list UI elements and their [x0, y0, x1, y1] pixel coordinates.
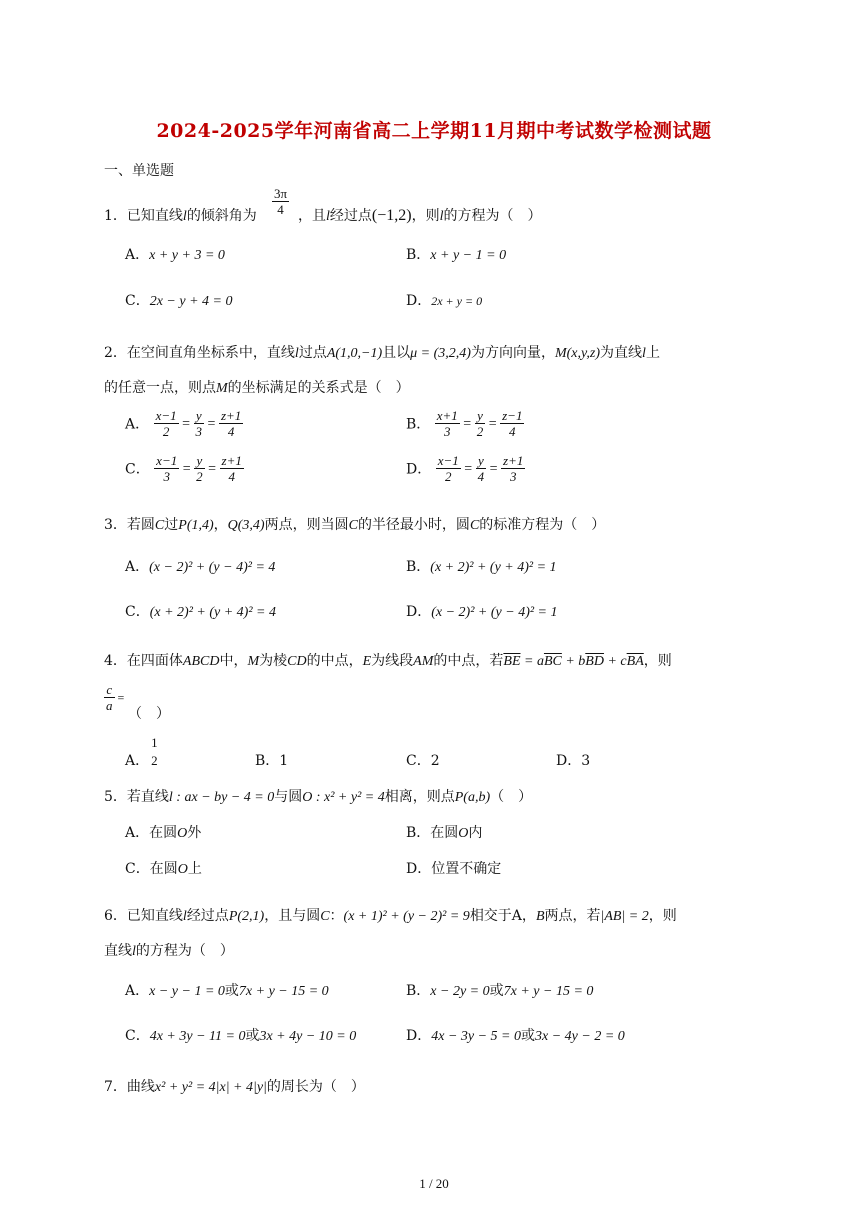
question-3-stem: [104, 514, 605, 534]
question-3-option-d[interactable]: [406, 601, 558, 621]
text-fragment: + b: [561, 654, 586, 669]
text-fragment: ，则: [648, 908, 677, 924]
question-2-stem: [104, 342, 660, 362]
text-fragment: 或: [489, 983, 504, 999]
text-fragment: 2x − y + 4 = 0: [149, 294, 233, 309]
text-fragment: 3: [444, 424, 451, 439]
text-fragment: 2: [430, 753, 440, 769]
text-fragment: D．: [406, 604, 432, 620]
text-fragment: 4．在四面体: [104, 653, 183, 669]
text-fragment: B．: [406, 983, 431, 999]
text-fragment: 1．已知直线: [104, 208, 183, 224]
question-1-angle: [272, 186, 289, 217]
fraction: [154, 408, 179, 439]
text-fragment: A．: [125, 983, 150, 999]
text-fragment: O: [177, 862, 188, 877]
text-fragment: z+1: [221, 453, 242, 468]
text-fragment: 2: [444, 469, 452, 484]
text-fragment: 4: [227, 424, 235, 439]
question-5-stem: [104, 786, 532, 806]
text-fragment: C: [320, 909, 330, 924]
text-fragment: (x + 1)² + (y − 2)² = 9: [343, 909, 470, 924]
text-fragment: $\overline{BE}$: [503, 654, 521, 669]
text-fragment: (x − 2)² + (y − 4)² = 4: [149, 560, 276, 575]
text-fragment: O: [177, 826, 188, 841]
text-fragment: 2: [151, 753, 158, 768]
fraction: [272, 186, 289, 217]
text-fragment: y: [194, 408, 205, 424]
text-fragment: 的坐标满足的关系式是（ ）: [227, 380, 410, 396]
text-fragment: ，则: [643, 653, 672, 669]
section-heading: 一、单选题: [104, 163, 174, 179]
text-fragment: Q(3,4): [227, 518, 265, 533]
fraction: [219, 408, 243, 439]
text-fragment: 经过点: [186, 908, 229, 924]
question-6-option-c[interactable]: [125, 1025, 356, 1045]
text-fragment: ，且: [298, 208, 326, 224]
text-fragment: C．: [125, 461, 150, 478]
question-4-option-d[interactable]: [556, 750, 590, 770]
question-1-stem: [104, 205, 257, 225]
text-fragment: A(1,0,−1): [326, 346, 383, 361]
question-4-ratio: [104, 682, 124, 713]
question-4-paren: （ ）: [128, 706, 170, 722]
text-fragment: 经过点: [329, 208, 372, 224]
text-fragment: x + y + 3 = 0: [149, 248, 225, 263]
page-number: 1 / 20: [419, 1176, 449, 1191]
text-fragment: 4: [277, 202, 284, 217]
text-fragment: 位置不确定: [431, 861, 502, 877]
text-fragment: l: [326, 209, 330, 224]
text-fragment: 为棱: [259, 653, 288, 669]
question-2-option-b[interactable]: B． $\frac{x+1}{3}$ = $\frac{y}{2}$ = $\frac{z-1}{4}$: [406, 408, 523, 439]
question-1-option-d[interactable]: [406, 290, 482, 310]
text-fragment: ，且与圆: [264, 908, 321, 924]
text-fragment: 的任意一点，则点: [104, 380, 216, 396]
text-fragment: 4x + 3y − 11 = 0: [149, 1029, 246, 1044]
text-fragment: 4: [477, 469, 485, 484]
text-fragment: y: [194, 453, 205, 469]
fraction: [501, 453, 525, 484]
text-fragment: (x + 2)² + (y + 4)² = 4: [149, 605, 276, 620]
text-fragment: 为直线: [600, 345, 643, 361]
text-fragment: 直线: [104, 943, 132, 959]
text-fragment: 相离，则点: [384, 789, 455, 805]
fraction: [104, 682, 115, 713]
text-fragment: 且以: [382, 345, 411, 361]
text-fragment: l: [294, 346, 299, 361]
text-fragment: 相交于A，: [469, 908, 536, 924]
text-fragment: μ = (3,2,4): [410, 346, 471, 361]
text-fragment: 3: [509, 469, 517, 484]
text-fragment: B．: [406, 416, 431, 433]
question-5-option-b[interactable]: [406, 822, 482, 842]
text-fragment: E: [362, 654, 372, 669]
text-fragment: A．: [125, 559, 150, 575]
text-fragment: $\overline{BC}$: [543, 654, 562, 669]
text-fragment: 为方向向量，: [470, 345, 555, 361]
question-1-option-b[interactable]: [406, 244, 506, 264]
text-fragment: 的周长为（ ）: [266, 1079, 365, 1095]
text-fragment: 1: [279, 753, 289, 769]
text-fragment: 外: [187, 825, 202, 841]
question-2-option-a[interactable]: A． $\frac{x-1}{2}$ = $\frac{y}{3}$ = $\frac{z+1}{4}$: [125, 408, 242, 439]
text-fragment: 的中点，: [306, 653, 363, 669]
text-fragment: x−1: [156, 453, 178, 468]
text-fragment: z+1: [503, 453, 524, 468]
text-fragment: A．: [125, 753, 150, 769]
question-3-option-c[interactable]: [125, 601, 276, 621]
text-fragment: 1: [151, 735, 158, 750]
text-fragment: 或: [245, 1028, 260, 1044]
text-fragment: C．: [125, 604, 150, 620]
text-fragment: P(1,4): [178, 518, 214, 533]
text-fragment: 3: [195, 424, 203, 439]
fraction: [500, 408, 524, 439]
fraction: [436, 453, 461, 484]
text-fragment: l: [132, 944, 136, 959]
fraction: [435, 408, 460, 439]
text-fragment: 7x + y − 15 = 0: [503, 984, 594, 999]
text-fragment: 3x + 4y − 10 = 0: [259, 1029, 357, 1044]
text-fragment: O: [458, 826, 469, 841]
text-fragment: A．: [125, 247, 150, 263]
text-fragment: z−1: [502, 408, 523, 423]
text-fragment: 4: [228, 469, 235, 484]
text-fragment: O : x² + y² = 4: [302, 790, 385, 805]
text-fragment: (x + 2)² + (y + 4)² = 1: [430, 560, 557, 575]
text-fragment: CD: [287, 654, 307, 669]
fraction: [154, 453, 179, 484]
text-fragment: 两点，若: [544, 908, 601, 924]
text-fragment: 中，: [219, 653, 248, 669]
text-fragment: l : ax − by − 4 = 0: [168, 790, 275, 805]
text-fragment: 2．在空间直角坐标系中，直线: [104, 345, 295, 361]
question-3-option-b[interactable]: [406, 556, 557, 576]
text-fragment: D．: [556, 753, 582, 769]
text-fragment: y: [475, 408, 486, 424]
text-fragment: 的中点，若: [433, 653, 504, 669]
text-fragment: x+1: [436, 408, 458, 423]
text-fragment: 上: [187, 861, 202, 877]
text-fragment: 两点，则当圆: [264, 517, 349, 533]
text-fragment: C．: [406, 753, 431, 769]
text-fragment: z+1: [220, 408, 242, 423]
question-5-option-d[interactable]: [406, 858, 501, 878]
text-fragment: 为线段: [371, 653, 414, 669]
text-fragment: 4x − 3y − 5 = 0: [431, 1029, 522, 1044]
text-fragment: 3: [163, 469, 170, 484]
text-fragment: |AB| = 2: [600, 909, 649, 924]
text-fragment: 4: [509, 424, 516, 439]
fraction: [194, 453, 205, 484]
question-4-stem: [104, 650, 672, 670]
text-fragment: P(a,b): [454, 790, 491, 805]
text-fragment: $\overline{BA}$: [626, 654, 644, 669]
text-fragment: (x − 2)² + (y − 4)² = 1: [431, 605, 558, 620]
question-2-stem-line2: [104, 377, 410, 397]
page-title: 2024-2025学年河南省高二上学期11月期中考试数学检测试题: [156, 120, 712, 142]
text-fragment: x−1: [155, 408, 177, 423]
text-fragment: l: [182, 909, 187, 924]
question-1-stem-cont: [298, 205, 541, 225]
text-fragment: 的倾斜角为: [186, 208, 257, 224]
text-fragment: B．: [255, 753, 280, 769]
text-fragment: C．: [125, 293, 150, 309]
text-fragment: 在圆: [149, 825, 178, 841]
text-fragment: D．: [406, 293, 432, 309]
text-fragment: 的半径最小时，圆: [357, 517, 470, 533]
question-4-option-c[interactable]: [406, 750, 440, 770]
text-fragment: 在圆: [149, 861, 178, 877]
text-fragment: 2: [196, 469, 203, 484]
question-6-option-d[interactable]: [406, 1025, 625, 1045]
question-7-stem: [104, 1076, 365, 1096]
fraction: [149, 734, 160, 770]
text-fragment: x² + y² = 4|x| + 4|y|: [154, 1080, 267, 1095]
question-4-option-b[interactable]: [255, 750, 288, 770]
question-4-option-a[interactable]: [125, 724, 160, 770]
text-fragment: 过: [164, 517, 179, 533]
text-fragment: ABCD: [182, 654, 220, 669]
text-fragment: l: [642, 346, 646, 361]
question-6-stem-line2: [104, 940, 234, 960]
question-6-stem: [104, 905, 677, 925]
text-fragment: B．: [406, 559, 431, 575]
text-fragment: 3．若圆: [104, 517, 155, 533]
text-fragment: c: [104, 682, 115, 698]
text-fragment: 3x − 4y − 2 = 0: [535, 1029, 625, 1044]
text-fragment: C: [348, 518, 358, 533]
question-2-option-d[interactable]: D． $\frac{x-1}{2}$ = $\frac{y}{4}$ = $\frac{z+1}{3}$: [406, 453, 524, 484]
text-fragment: 或: [521, 1028, 536, 1044]
question-6-option-b[interactable]: [406, 980, 593, 1000]
question-6-option-a[interactable]: [125, 980, 329, 1000]
text-fragment: 或: [224, 983, 239, 999]
text-fragment: 过点: [298, 345, 327, 361]
text-fragment: ：: [329, 908, 344, 924]
text-fragment: = a: [520, 654, 544, 669]
text-fragment: (−1,2): [371, 207, 412, 224]
question-3-option-a[interactable]: [125, 556, 275, 576]
text-fragment: （ ）: [490, 789, 533, 805]
text-fragment: x − 2y = 0: [430, 984, 490, 999]
text-fragment: 6．已知直线: [104, 908, 183, 924]
text-fragment: 的方程为（ ）: [135, 943, 234, 959]
text-fragment: C．: [125, 1028, 150, 1044]
text-fragment: x−1: [437, 453, 459, 468]
text-fragment: + c: [603, 654, 627, 669]
text-fragment: 的标准方程为（ ）: [479, 517, 606, 533]
text-fragment: D．: [406, 1028, 432, 1044]
text-fragment: D．: [406, 861, 432, 877]
text-fragment: ，则: [411, 208, 440, 224]
text-fragment: 内: [468, 825, 483, 841]
text-fragment: M(x,y,z): [554, 346, 601, 361]
text-fragment: l: [439, 209, 444, 224]
text-fragment: 2: [162, 424, 170, 439]
text-fragment: =: [114, 690, 125, 705]
text-fragment: C: [469, 518, 480, 533]
text-fragment: P(2,1): [228, 909, 265, 924]
fraction: [220, 453, 244, 484]
text-fragment: ，: [213, 517, 228, 533]
text-fragment: 与圆: [274, 789, 303, 805]
text-fragment: 5．若直线: [104, 789, 169, 805]
text-fragment: B: [535, 909, 545, 924]
text-fragment: 上: [645, 345, 660, 361]
question-2-option-c[interactable]: C． $\frac{x-1}{3}$ = $\frac{y}{2}$ = $\frac{z+1}{4}$: [125, 453, 242, 484]
text-fragment: A．: [125, 416, 150, 433]
question-1-option-c[interactable]: [125, 290, 233, 310]
text-fragment: 2: [476, 424, 484, 439]
text-fragment: AM: [413, 654, 434, 669]
text-fragment: C．: [125, 861, 150, 877]
text-fragment: 的方程为（ ）: [443, 208, 542, 224]
text-fragment: 7x + y − 15 = 0: [238, 984, 329, 999]
text-fragment: 7．曲线: [104, 1079, 155, 1095]
text-fragment: B．: [406, 825, 431, 841]
text-fragment: x + y − 1 = 0: [430, 248, 507, 263]
question-1-option-a[interactable]: [125, 244, 225, 264]
fraction: [194, 408, 205, 439]
fraction: [476, 453, 487, 484]
text-fragment: A．: [125, 825, 150, 841]
text-fragment: M: [247, 654, 260, 669]
text-fragment: 3: [581, 753, 591, 769]
text-fragment: x − y − 1 = 0: [149, 984, 225, 999]
question-5-option-c[interactable]: [125, 858, 202, 878]
text-fragment: a: [106, 698, 113, 713]
text-fragment: C: [154, 518, 165, 533]
text-fragment: $\overline{BD}$: [585, 654, 604, 669]
text-fragment: l: [182, 209, 187, 224]
text-fragment: 2x + y = 0: [431, 294, 483, 308]
text-fragment: M: [216, 381, 228, 396]
text-fragment: B．: [406, 247, 431, 263]
text-fragment: 3π: [274, 186, 288, 201]
text-fragment: 在圆: [430, 825, 459, 841]
text-fragment: D．: [406, 461, 432, 478]
question-5-option-a[interactable]: [125, 822, 201, 842]
fraction: [475, 408, 486, 439]
text-fragment: y: [476, 453, 487, 469]
